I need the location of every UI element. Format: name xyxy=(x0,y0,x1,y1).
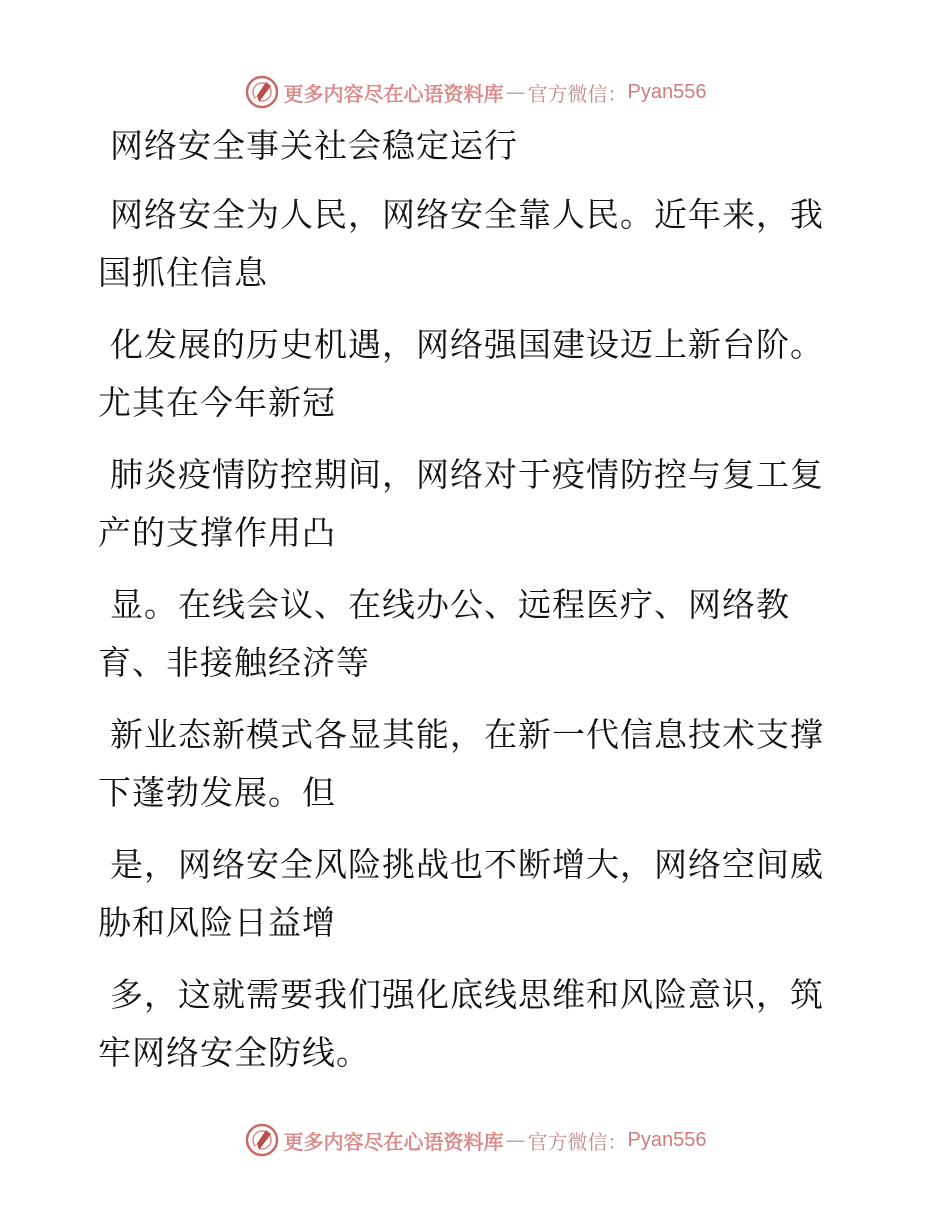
paragraph-line: 肺炎疫情防控期间，网络对于疫情防控与复工复 xyxy=(110,455,824,494)
paragraph-line: 显。在线会议、在线办公、远程医疗、网络教 xyxy=(110,585,790,624)
header-watermark xyxy=(0,72,950,112)
watermark-handle: Pyan556 xyxy=(627,80,707,103)
paragraph-line: 国抓住信息 xyxy=(98,253,268,292)
paragraph-line: 牢网络安全防线。 xyxy=(98,1033,370,1072)
paragraph-line: 是，网络安全风险挑战也不断增大，网络空间威 xyxy=(110,845,824,884)
paragraph xyxy=(98,706,838,822)
watermark-brand: 更多内容尽在心语资料库 xyxy=(283,1129,504,1154)
watermark-brand: 更多内容尽在心语资料库 xyxy=(283,81,504,106)
paragraph-line: 产的支撑作用凸 xyxy=(98,513,336,552)
paragraph-line: 育、非接触经济等 xyxy=(98,643,370,682)
document-title: 网络安全事关社会稳定运行 xyxy=(110,126,518,165)
watermark-label: 官方微信： xyxy=(527,1129,628,1154)
paragraph-line: 化发展的历史机遇，网络强国建设迈上新台阶。 xyxy=(110,325,824,364)
paragraph-line: 新业态新模式各显其能，在新一代信息技术支撑 xyxy=(110,715,824,754)
paragraph xyxy=(98,316,838,432)
document-body xyxy=(98,118,838,1096)
paragraph xyxy=(98,446,838,562)
watermark-handle: Pyan556 xyxy=(627,1128,707,1151)
footer-watermark xyxy=(0,1120,950,1160)
paragraph-line: 下蓬勃发展。但 xyxy=(98,773,336,812)
watermark-separator: — xyxy=(505,80,526,104)
paragraph xyxy=(98,576,838,692)
paragraph xyxy=(98,966,838,1082)
paragraph-line: 尤其在今年新冠 xyxy=(98,383,336,422)
watermark-separator: — xyxy=(505,1128,526,1152)
paragraph-line: 多，这就需要我们强化底线思维和风险意识，筑 xyxy=(110,975,824,1014)
paragraph xyxy=(98,836,838,952)
paragraph-line: 胁和风险日益增 xyxy=(98,903,336,942)
paragraph-line: 网络安全为人民，网络安全靠人民。近年来，我 xyxy=(110,195,824,234)
pen-nib-logo-icon xyxy=(244,74,280,110)
pen-nib-logo-icon xyxy=(244,1122,280,1158)
watermark-label: 官方微信： xyxy=(527,81,628,106)
paragraph xyxy=(98,186,838,302)
